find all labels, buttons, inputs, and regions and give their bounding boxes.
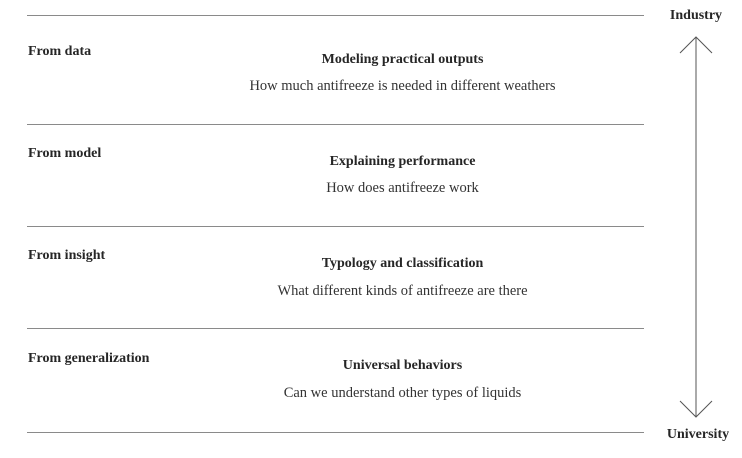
row-description: How much antifreeze is needed in different weathers — [249, 78, 556, 94]
row-description: What different kinds of antifreeze are there — [277, 283, 528, 299]
divider-line — [27, 124, 644, 125]
divider-line — [27, 432, 644, 433]
row-label: From insight — [28, 248, 106, 263]
divider-line — [27, 226, 644, 227]
double-headed-arrow-icon — [676, 34, 716, 420]
row-description: How does antifreeze work — [326, 180, 479, 196]
divider-line — [27, 328, 644, 329]
divider-line — [27, 15, 644, 16]
axis-top-label: Industry — [669, 8, 723, 23]
axis-bottom-label: University — [666, 427, 730, 442]
row-title: Typology and classification — [321, 256, 484, 271]
row-title: Modeling practical outputs — [321, 52, 484, 67]
row-title: Universal behaviors — [342, 358, 463, 373]
row-title: Explaining performance — [329, 154, 476, 169]
row-description: Can we understand other types of liquids — [283, 385, 522, 401]
row-label: From model — [28, 146, 102, 161]
row-label: From generalization — [28, 351, 150, 366]
row-label: From data — [28, 44, 92, 59]
